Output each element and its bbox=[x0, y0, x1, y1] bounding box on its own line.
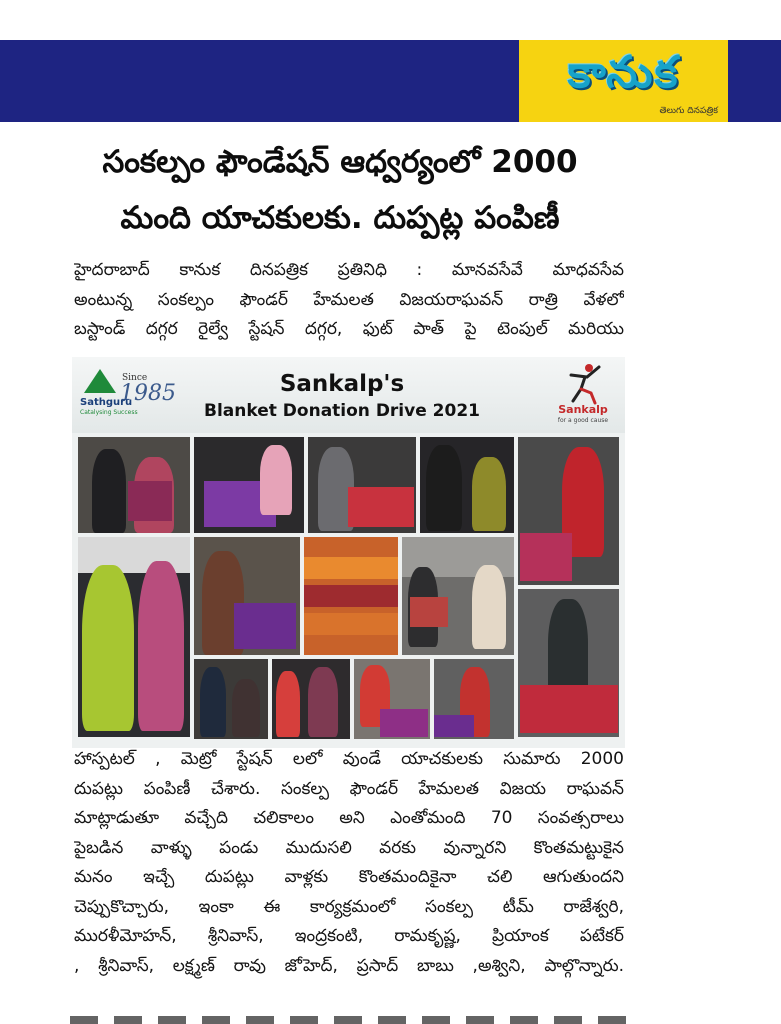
event-photo-collage bbox=[72, 357, 625, 748]
text-line: అంటున్న సంకల్పం ఫౌండర్ హేమలత విజయరాఘవన్ రాత్రి వేళలో bbox=[74, 289, 624, 310]
org-name: Sankalp bbox=[558, 403, 608, 416]
article-body bbox=[74, 745, 624, 981]
cut-off-next-line bbox=[70, 1016, 630, 1024]
since-year: 1985 bbox=[120, 381, 176, 406]
photo-tile bbox=[434, 659, 514, 739]
photo-tile bbox=[194, 537, 300, 655]
since-label: Since bbox=[122, 373, 148, 383]
text-line: మనం ఇచ్చే దుపట్లు వాళ్లకు కొంతమందికైనా చలి ఆగుతుందని bbox=[74, 867, 624, 887]
text-line: మాట్లాడుతూ వచ్చేది చలికాలం అని ఎంతోమంది 70 సంవత్సరాలు bbox=[74, 808, 624, 828]
poster-title: Sankalp's bbox=[279, 371, 405, 397]
photo-tile bbox=[78, 537, 190, 737]
newspaper-logo bbox=[519, 40, 728, 122]
headline-line: మంది యాచకులకు. దుప్పట్ల పంపిణీ bbox=[120, 200, 560, 236]
partner-tagline: Catalysing Success bbox=[80, 409, 138, 416]
partner-name: Sathguru bbox=[80, 397, 133, 408]
photo-tile bbox=[78, 437, 190, 533]
article-intro bbox=[74, 256, 624, 345]
mountain-icon bbox=[84, 369, 116, 393]
photo-tile bbox=[518, 589, 619, 737]
photo-tile bbox=[308, 437, 416, 533]
person-figure-icon bbox=[551, 361, 615, 405]
photo-tile bbox=[304, 537, 398, 655]
sathguru-logo bbox=[80, 369, 176, 425]
logo-subtitle: తెలుగు దినపత్రిక bbox=[659, 106, 718, 116]
sankalp-logo bbox=[551, 361, 615, 431]
text-line: మురళీమోహన్, శ్రీనివాస్, ఇంద్రకంటి, రామకృష్ణ, ప్రియాంక పటేకర్ bbox=[74, 926, 624, 946]
text-line: , శ్రీనివాస్, లక్ష్మణ్ రావు జోహెద్, ప్రసాద్ బాబు ,అశ్విని, పాల్గొన్నారు. bbox=[74, 955, 624, 976]
text-line: బస్టాండ్ దగ్గర రైల్వే స్టేషన్ దగ్గర, ఫుట్ పాత్ పై టెంపుల్ మరియు bbox=[74, 319, 624, 339]
photo-tile bbox=[518, 437, 619, 585]
photo-tile bbox=[194, 437, 304, 533]
photo-tile bbox=[194, 659, 268, 739]
photo-tile bbox=[420, 437, 514, 533]
photo-tile bbox=[402, 537, 514, 655]
article-headline bbox=[60, 134, 620, 246]
photo-tile bbox=[354, 659, 430, 739]
logo-text: కానుక bbox=[567, 47, 680, 98]
poster-header bbox=[72, 357, 625, 433]
text-line: పైబడిన వాళ్ళు పండు ముదుసలి వరకు వున్నారని కొంతమట్టుకైన bbox=[74, 837, 624, 858]
org-tagline: for a good cause bbox=[557, 417, 609, 424]
text-line: హైదరాబాద్ కానుక దినపత్రిక ప్రతినిధి : మానవసేవే మాధవసేవ bbox=[74, 260, 624, 280]
photo-tile bbox=[272, 659, 350, 739]
text-line: చెప్పుకొచ్చారు, ఇంకా ఈ కార్యక్రమంలో సంకల్ప టీమ్ రాజేశ్వరి, bbox=[74, 896, 624, 917]
headline-line: సంకల్పం ఫౌండేషన్ ఆధ్వర్యంలో 2000 bbox=[102, 144, 578, 180]
text-line: దుపట్లు పంపిణీ చేశారు. సంకల్ప ఫౌండర్ హేమలత విజయ రాఘవన్ bbox=[74, 778, 624, 799]
poster-subtitle: Blanket Donation Drive 2021 bbox=[204, 401, 480, 421]
text-line: హాస్పటల్ , మెట్రో స్టేషన్ లలో వుండే యాచకులకు సుమారు 2000 bbox=[74, 749, 624, 769]
